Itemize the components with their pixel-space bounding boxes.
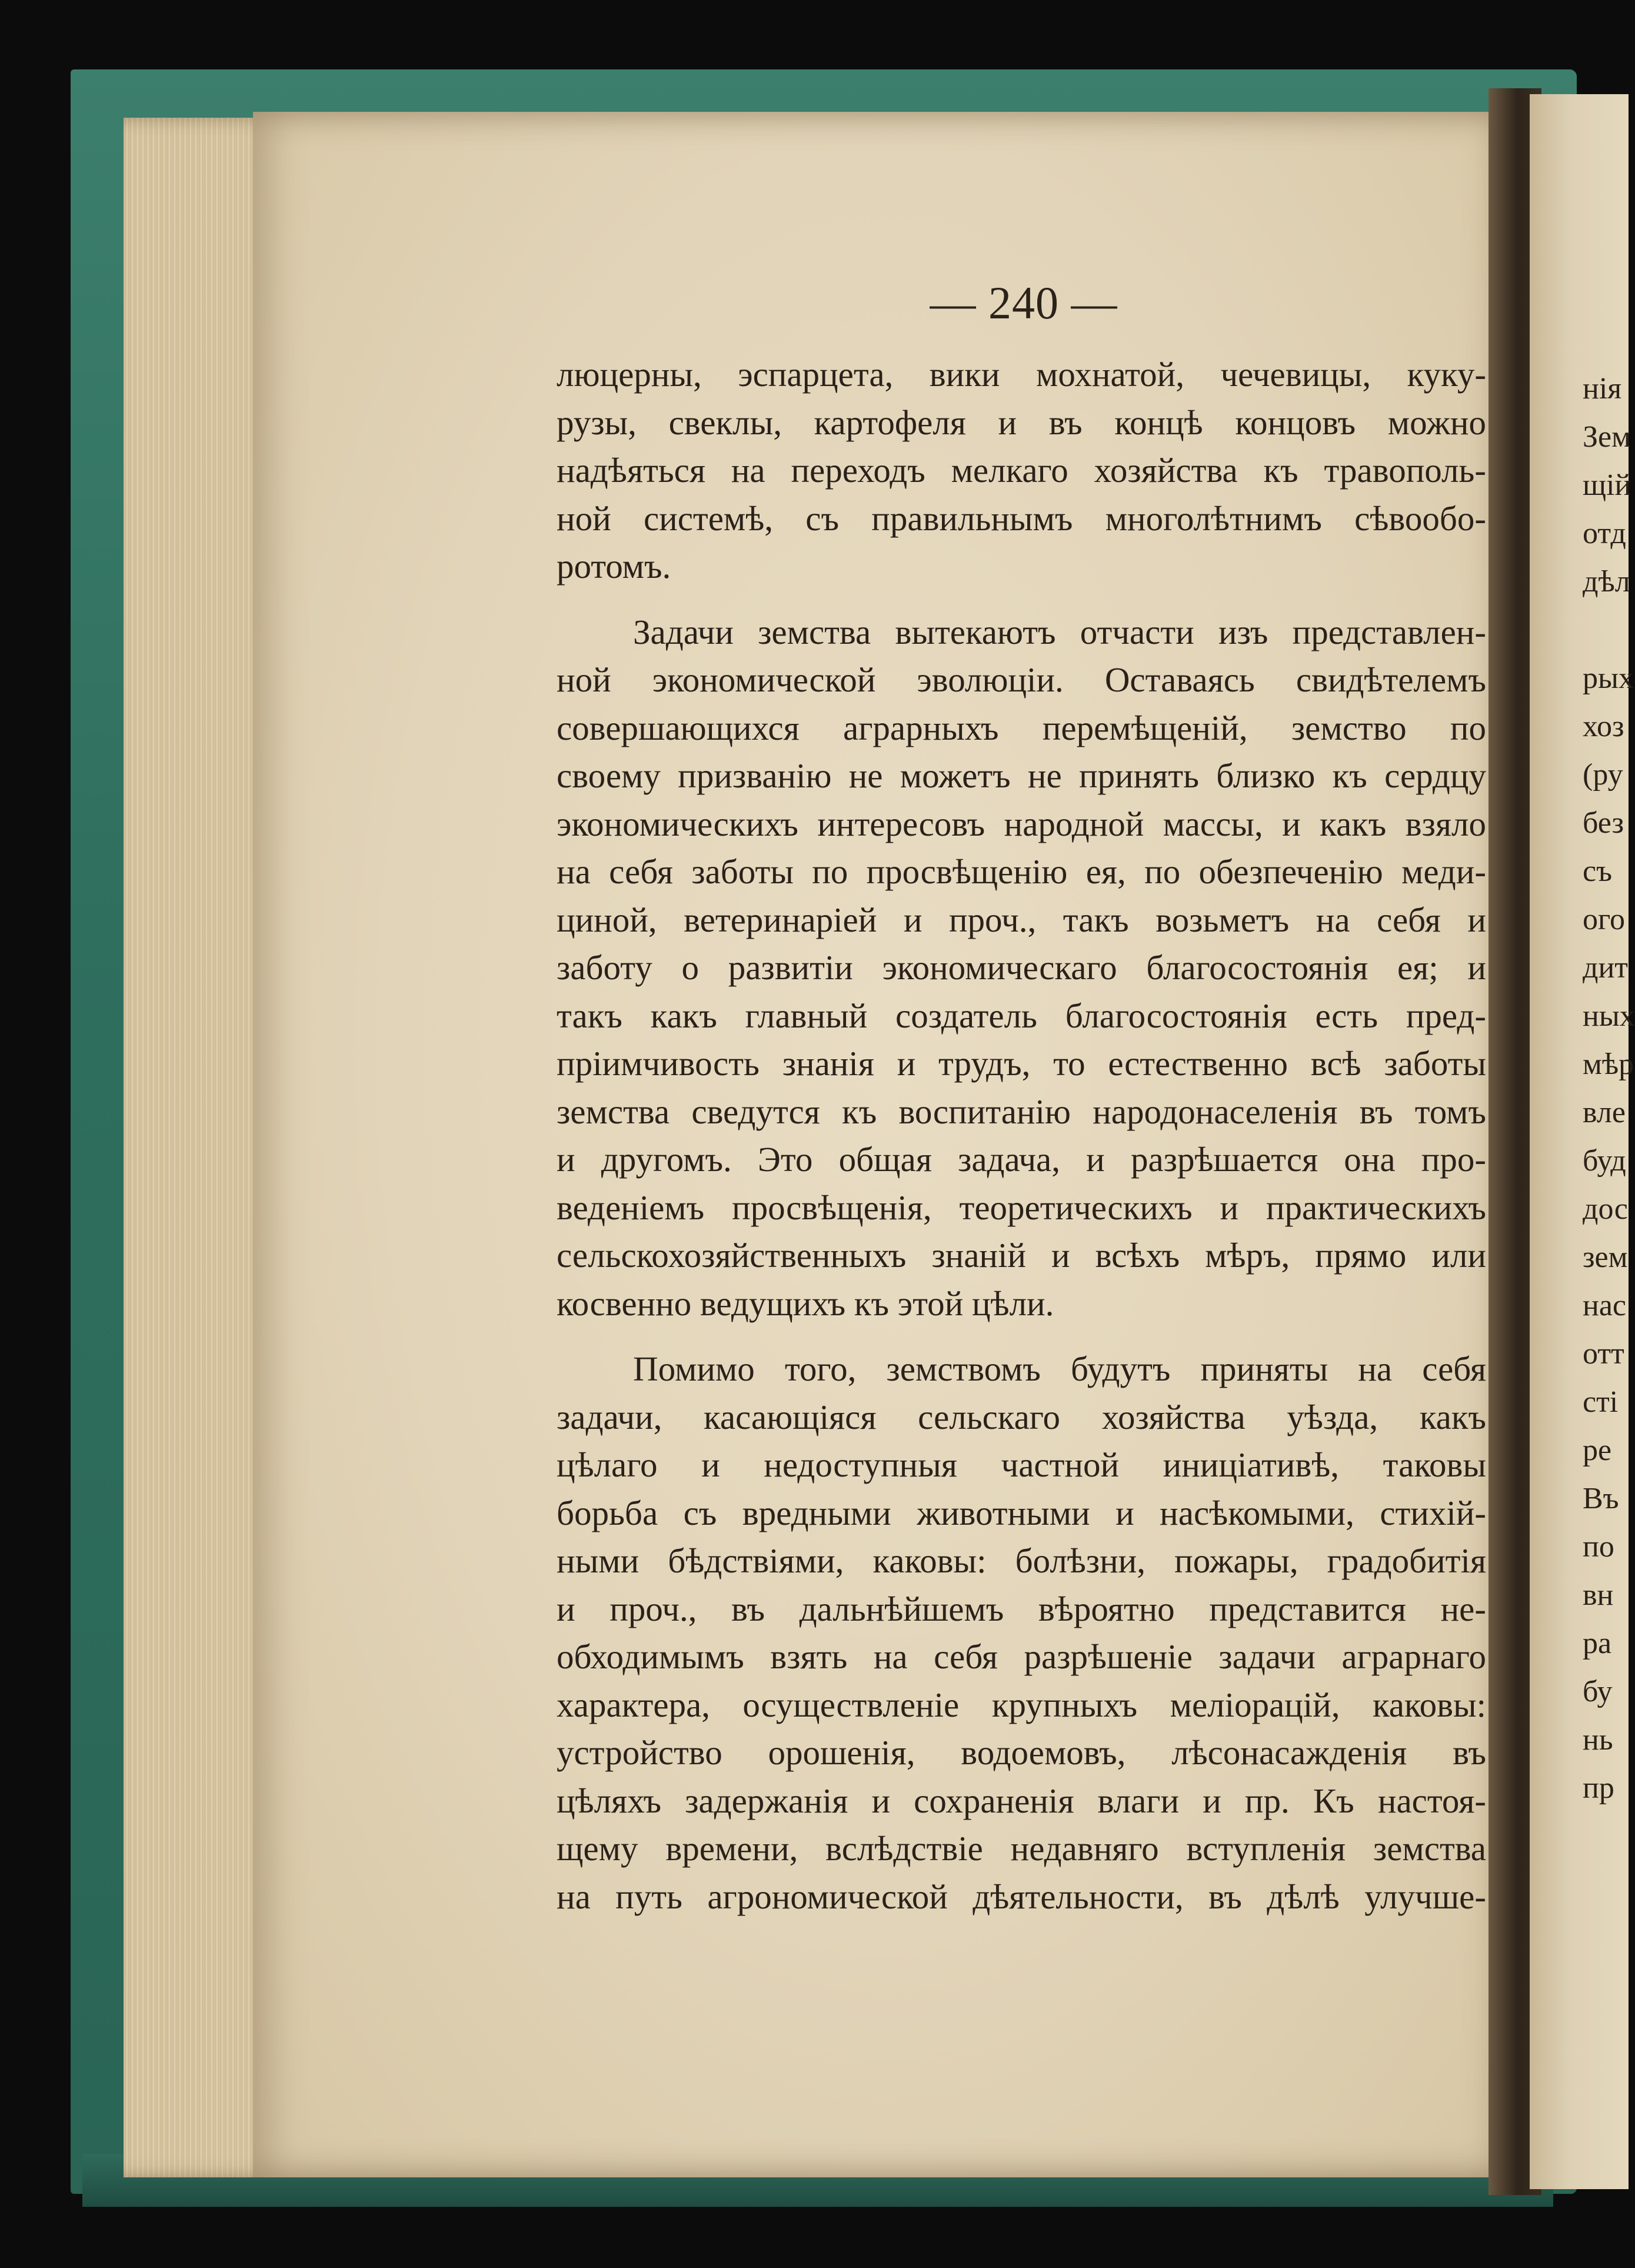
text-line: характера, осуществленіе крупныхъ меліорацій, каковы: xyxy=(557,1685,1486,1724)
fragment: вле xyxy=(1583,1096,1626,1129)
fragment: ого xyxy=(1583,903,1626,936)
fragment: ре xyxy=(1583,1434,1612,1467)
page-body xyxy=(557,351,1486,1921)
text-line: борьба съ вредными животными и насѣкомыми, стихій- xyxy=(557,1493,1486,1532)
text-line: такъ какъ главный создатель благосостоянія есть пред- xyxy=(557,996,1486,1035)
text-line: задачи, касающіяся сельскаго хозяйства уѣзда, какъ xyxy=(557,1397,1486,1436)
text-line: обходимымъ взять на себя разрѣшеніе задачи аграрнаго xyxy=(557,1637,1486,1676)
fragment: пр xyxy=(1583,1771,1614,1805)
fragment: дѣл xyxy=(1583,565,1630,598)
text-line: цѣляхъ задержанія и сохраненія влаги и пр. Къ настоя- xyxy=(557,1781,1486,1820)
fragment: вн xyxy=(1583,1578,1614,1612)
text-line: устройство орошенія, водоемовъ, лѣсонасажденія въ xyxy=(557,1733,1486,1772)
text-line: Помимо того, земствомъ будутъ приняты на себя xyxy=(633,1349,1486,1388)
fragment: Въ xyxy=(1583,1482,1619,1515)
text-line: Задачи земства вытекаютъ отчасти изъ представлен- xyxy=(633,612,1486,651)
fragment: по xyxy=(1583,1530,1614,1564)
fragment xyxy=(1583,606,1629,654)
text-line: ной экономической эволюціи. Оставаясь свидѣтелемъ xyxy=(557,660,1486,699)
fragment: Зем xyxy=(1583,420,1631,454)
text-line: и проч., въ дальнѣйшемъ вѣроятно представится не- xyxy=(557,1589,1486,1628)
fragment: ных xyxy=(1583,999,1635,1033)
text-line: ной системѣ, съ правильнымъ многолѣтнимъ сѣвообо- xyxy=(557,498,1486,538)
fragment: отд xyxy=(1583,517,1626,550)
text-line: на путь агрономической дѣятельности, въ дѣлѣ улучше- xyxy=(557,1877,1486,1916)
text-line: веденіемъ просвѣщенія, теоретическихъ и практическихъ xyxy=(557,1188,1486,1227)
text-line: циной, ветеринаріей и проч., такъ возьметъ на себя и xyxy=(557,900,1486,939)
fragment: нь xyxy=(1583,1723,1613,1757)
fragment: сті xyxy=(1583,1385,1619,1419)
text-line: пріимчивость знанія и трудъ, то естественно всѣ заботы xyxy=(557,1044,1486,1083)
page-number: — 240 — xyxy=(930,277,1118,328)
text-line: люцерны, эспарцета, вики мохнатой, чечевицы, куку- xyxy=(557,355,1486,394)
fragment: буд xyxy=(1583,1144,1626,1178)
fragment: съ xyxy=(1583,854,1612,888)
fragment: бу xyxy=(1583,1675,1613,1708)
fragment: щій xyxy=(1583,468,1631,502)
text-line: цѣлаго и недоступныя частной иниціативѣ, таковы xyxy=(557,1445,1486,1484)
right-page-fragments xyxy=(1583,365,1635,1813)
fragment: (ру xyxy=(1583,758,1623,792)
text-line: заботу о развитіи экономическаго благосостоянія ея; и xyxy=(557,948,1486,987)
text-line: и другомъ. Это общая задача, и разрѣшается она про- xyxy=(557,1140,1486,1179)
text-line: рузы, свеклы, картофеля и въ концѣ концовъ можно xyxy=(557,403,1486,442)
text-line: надѣяться на переходъ мелкаго хозяйства къ травополь- xyxy=(557,451,1486,490)
fragment: мѣр xyxy=(1583,1047,1634,1081)
fragment: дос xyxy=(1583,1192,1628,1226)
fragment: хоз xyxy=(1583,710,1624,743)
fragment: дит xyxy=(1583,951,1629,985)
fragment: нія xyxy=(1583,372,1622,405)
fragment: нас xyxy=(1583,1289,1626,1322)
fragment: рых xyxy=(1583,661,1634,695)
text-line: косвенно ведущихъ къ этой цѣли. xyxy=(557,1283,1054,1323)
fragment: ра xyxy=(1583,1627,1612,1660)
text-line: ными бѣдствіями, каковы: болѣзни, пожары, градобитія xyxy=(557,1541,1486,1580)
text-line: земства сведутся къ воспитанію народонаселенія въ томъ xyxy=(557,1092,1486,1131)
text-line: щему времени, вслѣдствіе недавняго вступленія земства xyxy=(557,1829,1486,1868)
fragment: отт xyxy=(1583,1337,1624,1371)
text-line: совершающихся аграрныхъ перемѣщеній, земство по xyxy=(557,708,1486,747)
fragment: зем xyxy=(1583,1241,1628,1274)
text-line: ротомъ. xyxy=(557,547,671,586)
text-line: сельскохозяйственныхъ знаній и всѣхъ мѣръ, прямо или xyxy=(557,1236,1486,1275)
text-line: на себя заботы по просвѣщенію ея, по обезпеченію меди- xyxy=(557,852,1486,891)
fragment: без xyxy=(1583,806,1624,840)
text-line: своему призванію не можетъ не принять близко къ сердцу xyxy=(557,756,1486,795)
text-line: экономическихъ интересовъ народной массы, и какъ взяло xyxy=(557,804,1486,843)
